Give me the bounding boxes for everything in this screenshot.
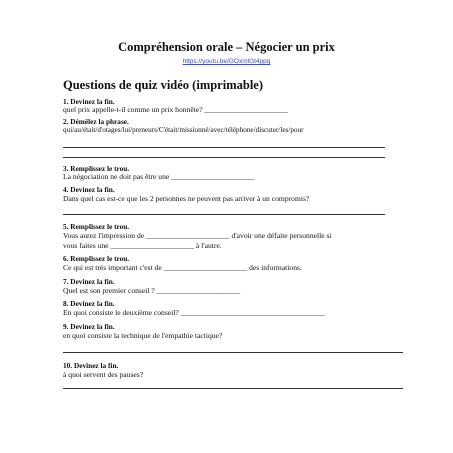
answer-line xyxy=(63,352,403,353)
question-5-text-line2: vous faites une ______________________ à l'autre. xyxy=(63,241,222,250)
question-9-label: 9. Devinez la fin. xyxy=(63,322,115,331)
question-4-text: Dans quel cas est-ce que les 2 personnes ne peuvent pas arriver à un compromis? xyxy=(63,194,310,203)
question-5-text-line1: Vous aurez l'impression de ______________________ d'avoir une défaite personnelle si xyxy=(63,231,332,240)
question-7-label: 7. Devinez la fin. xyxy=(63,277,115,286)
answer-line xyxy=(63,157,385,158)
question-6-label: 6. Remplissez le trou. xyxy=(63,254,130,263)
question-2-text: qui/au/était/d'otages/lui/preneurs/C'était/missionné/avec/téléphone/discuter/les/pour xyxy=(63,126,304,134)
section-title: Questions de quiz vidéo (imprimable) xyxy=(63,78,264,92)
document-title: Compréhension orale – Négocier un prix xyxy=(118,40,335,54)
question-2-label: 2. Démêlez la phrase. xyxy=(63,117,129,126)
question-8-text: En quoi consiste le deuxième conseil? ______________________________________ xyxy=(63,308,325,317)
question-8-label: 8. Devinez la fin. xyxy=(63,299,115,308)
question-10-text: à quoi servent des pauses? xyxy=(63,370,144,379)
answer-line xyxy=(63,388,403,389)
question-4-label: 4. Devinez la fin. xyxy=(63,185,115,194)
question-1-text: quel prix appelle-t-il comme un prix honnête? ______________________ xyxy=(63,105,289,114)
question-10-label: 10. Devinez la fin. xyxy=(63,361,119,370)
question-3-label: 3. Remplissez le trou. xyxy=(63,164,130,173)
answer-line xyxy=(63,147,385,148)
question-7-text: Quel est son premier conseil ? ______________________ xyxy=(63,286,241,295)
question-3-text: La négociation ne doit pas être une ______________________ xyxy=(63,172,255,181)
video-link[interactable]: https://youtu.be/GOxmlGt4ppg xyxy=(182,58,271,65)
question-6-text: Ce qui est très important c'est de ______________________ des informations. xyxy=(63,263,302,272)
answer-line xyxy=(63,214,385,215)
question-9-text: en quoi consiste la technique de l'empathie tactique? xyxy=(63,331,223,340)
question-1-label: 1. Devinez la fin. xyxy=(63,97,115,106)
question-5-label: 5. Remplissez le trou. xyxy=(63,222,130,231)
